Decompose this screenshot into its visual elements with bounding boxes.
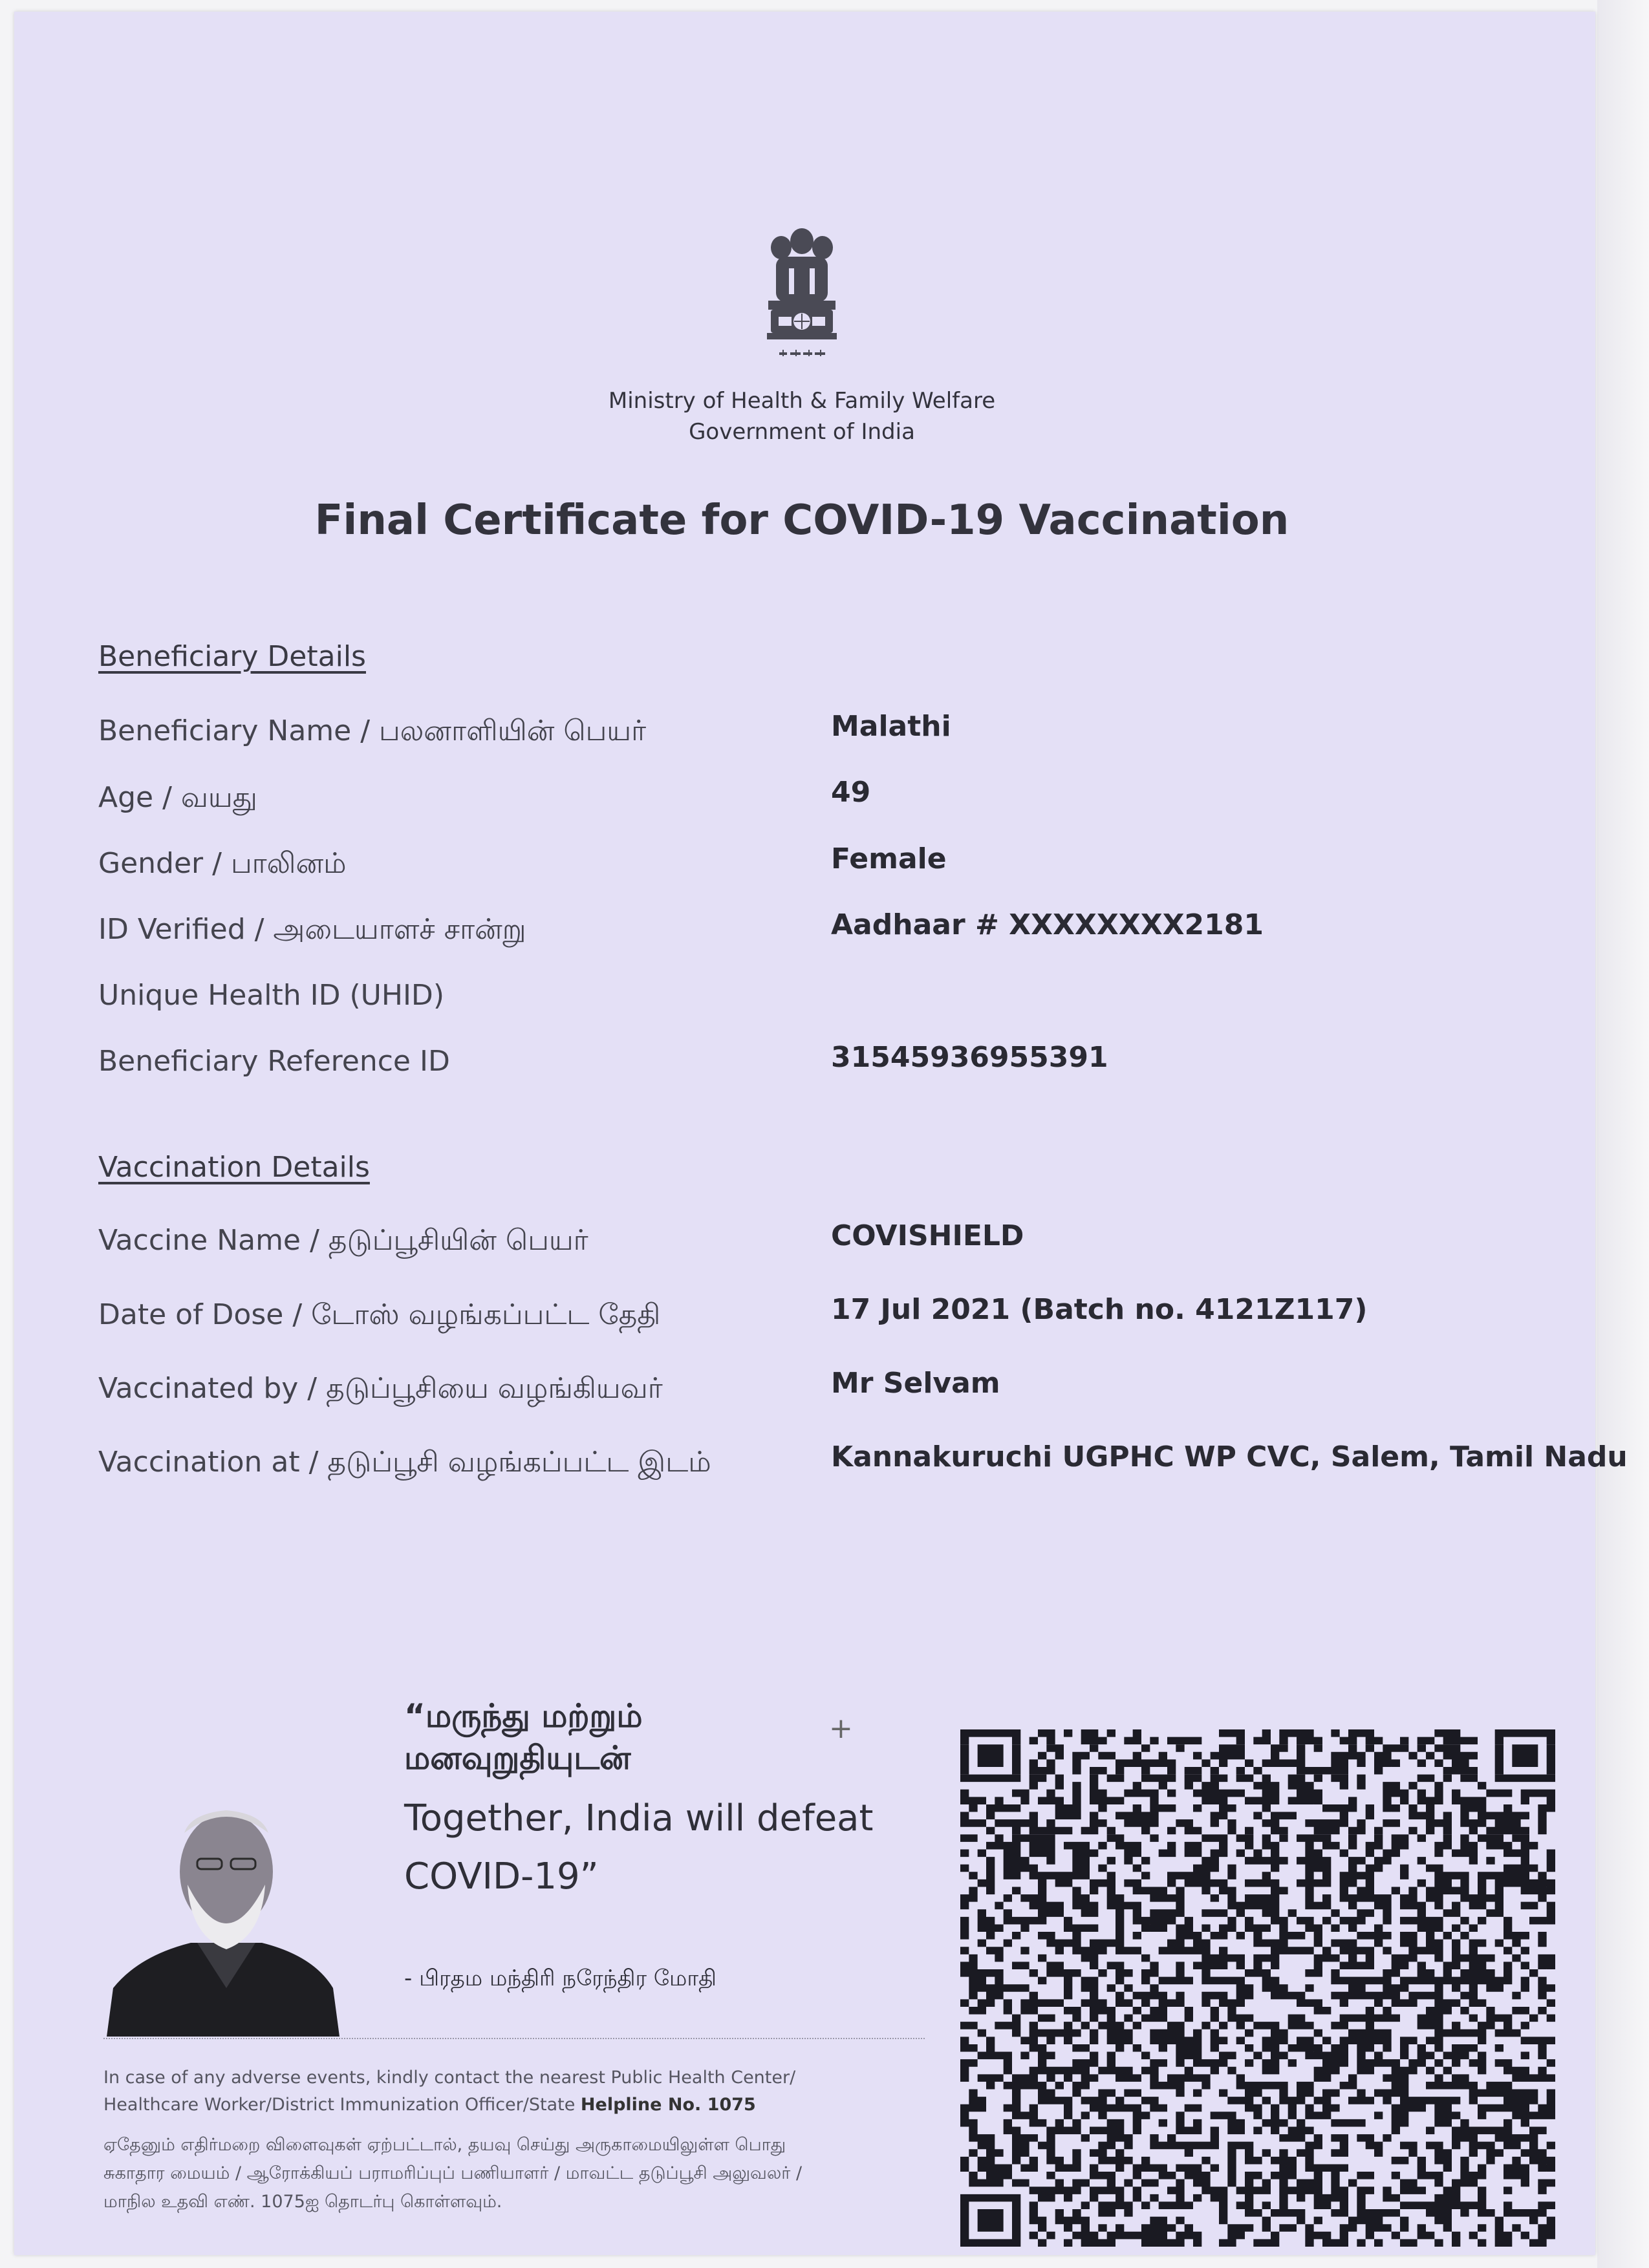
vaccine-name-value: COVISHIELD — [831, 1219, 1024, 1252]
footer-ta-line-3: மாநில உதவி எண். 1075ஐ தொடர்பு கொள்ளவும். — [103, 2192, 502, 2212]
age-label: Age / வயது — [98, 781, 257, 814]
qr-modules — [960, 1729, 1555, 2247]
vaccine-name-label: Vaccine Name / தடுப்பூசியின் பெயர் — [98, 1224, 588, 1257]
quote-tamil-line-2: மனவுறுதியுடன் — [404, 1739, 631, 1777]
scan-edge — [1597, 0, 1649, 2268]
vaccination-at-label: Vaccination at / தடுப்பூசி வழங்கப்பட்ட இடம் — [98, 1446, 711, 1479]
uhid-label: Unique Health ID (UHID) — [98, 979, 444, 1012]
gender-value: Female — [831, 842, 947, 875]
qr-code — [960, 1729, 1555, 2247]
helpline-number: Helpline No. 1075 — [580, 2095, 756, 2115]
ministry-line-1: Ministry of Health & Family Welfare — [608, 388, 996, 414]
footer-ta-line-2: சுகாதார மையம் / ஆரோக்கியப் பராமரிப்புப் பணியாளர் / மாவட்ட தடுப்பூசி அலுவலர் / — [103, 2163, 803, 2183]
quote-english-line-1: Together, India will defeat — [404, 1797, 874, 1839]
id-verified-label: ID Verified / அடையாளச் சான்று — [98, 913, 526, 946]
crosshair-mark: + — [829, 1712, 853, 1745]
date-of-dose-value: 17 Jul 2021 (Batch no. 4121Z117) — [831, 1293, 1368, 1326]
vaccination-at-value: Kannakuruchi UGPHC WP CVC, Salem, Tamil Nadu — [831, 1440, 1628, 1473]
reference-id-label: Beneficiary Reference ID — [98, 1045, 450, 1078]
vaccinated-by-value: Mr Selvam — [831, 1367, 1000, 1400]
portrait-photo — [100, 1794, 352, 2037]
national-emblem-icon — [757, 223, 847, 369]
age-value: 49 — [831, 776, 871, 809]
footer-en-line-1: In case of any adverse events, kindly contact the nearest Public Health Center/ — [103, 2068, 796, 2088]
page-title: Final Certificate for COVID-19 Vaccination — [314, 497, 1289, 544]
gender-label: Gender / பாலினம் — [98, 847, 347, 880]
footer-divider — [103, 2038, 925, 2039]
vaccinated-by-label: Vaccinated by / தடுப்பூசியை வழங்கியவர் — [98, 1372, 663, 1405]
quote-tamil-line-1: “மருந்து மற்றும் — [404, 1697, 643, 1735]
quote-english-line-2: COVID-19” — [404, 1856, 599, 1898]
reference-id-value: 31545936955391 — [831, 1041, 1108, 1074]
ministry-line-2: Government of India — [689, 419, 915, 445]
vaccination-heading: Vaccination Details — [98, 1151, 370, 1184]
id-verified-value: Aadhaar # XXXXXXXX2181 — [831, 908, 1264, 941]
beneficiary-name-value: Malathi — [831, 710, 951, 743]
footer-ta-line-1: ஏதேனும் எதிர்மறை விளைவுகள் ஏற்பட்டால், தயவு செய்து அருகாமையிலுள்ள பொது — [103, 2135, 786, 2155]
beneficiary-name-label: Beneficiary Name / பலனாளியின் பெயர் — [98, 714, 647, 747]
beneficiary-heading: Beneficiary Details — [98, 640, 366, 673]
quote-attribution: - பிரதம மந்திரி நரேந்திர மோதி — [404, 1965, 717, 1991]
date-of-dose-label: Date of Dose / டோஸ் வழங்கப்பட்ட தேதி — [98, 1298, 661, 1331]
footer-en-line-2: Healthcare Worker/District Immunization Officer/State Helpline No. 1075 — [103, 2095, 756, 2115]
